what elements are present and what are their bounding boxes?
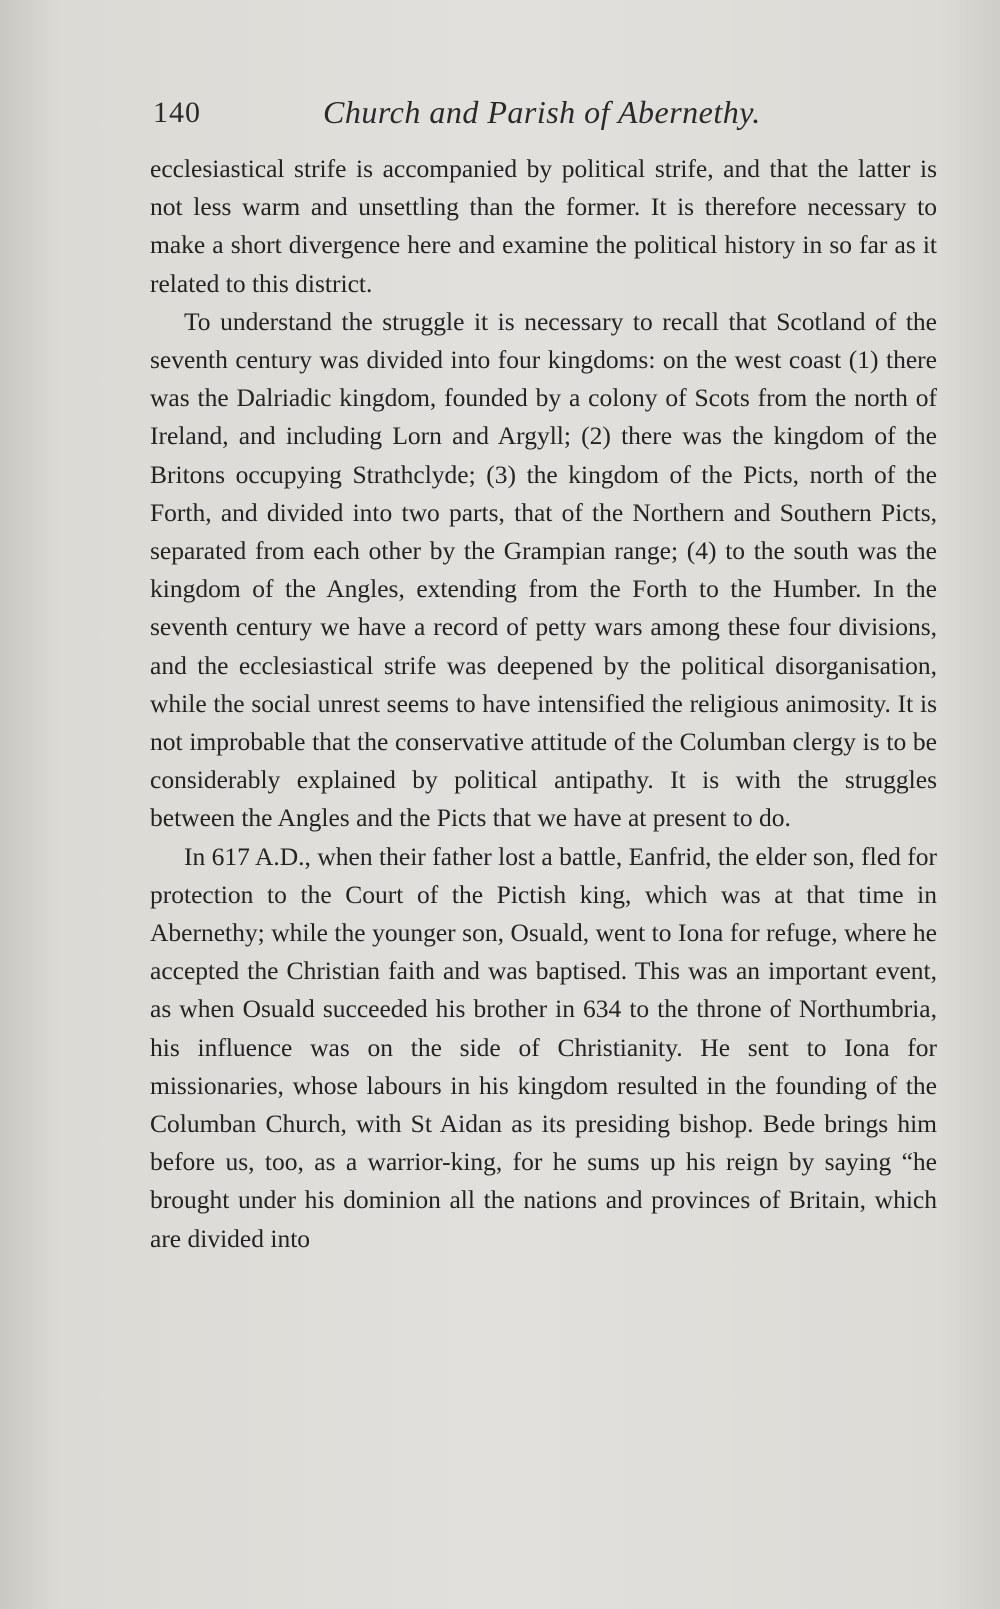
page-header (153, 92, 773, 142)
paragraph: ecclesiastical strife is accompanied by political strife, and that the latter is not less warm and unsettling than the former. It is therefore necessary to make a short divergence here and examine the political history in so far as it related to this district. (150, 154, 937, 298)
paragraph: To understand the struggle it is necessary to recall that Scotland of the seventh century was divided into four kingdoms: on the west coast (1) there was the Dalriadic kingdom, founded by a colony of Scots from the north of Ireland, and including Lorn and Argyll; (2) there was the kingdom of the Britons occupying Strathclyde; (3) the kingdom of the Picts, north of the Forth, and divided into two parts, that of the Northern and Southern Picts, separated from each other by the Grampian range; (4) to the south was the kingdom of the Angles, extending from the Forth to the Humber. In the seventh century we have a record of petty wars among these four divisions, and the ecclesiastical strife was deepened by the political disorganisation, while the social unrest seems to have intensified the religious animosity. It is not improbable that the conservative attitude of the Columban clergy is to be considerably explained by political antipathy. It is with the struggles between the Angles and the Picts that we have at present to do. (150, 306, 937, 833)
page-number: 140 (153, 96, 201, 129)
paragraph: In 617 A.D., when their father lost a battle, Eanfrid, the elder son, fled for protection to the Court of the Pictish king, which was at that time in Abernethy; while the younger son, Osuald, went to Iona for refuge, where he accepted the Christian faith and was baptised. This was an important event, as when Osuald succeeded his brother in 634 to the throne of Northumbria, his influence was on the side of Christianity. He sent to Iona for missionaries, whose labours in his kingdom resulted in the founding of the Columban Church, with St Aidan as its presiding bishop. Bede brings him before us, too, as a warrior-king, for he sums up his reign by saying “he brought under his dominion all the nations and provinces of Britain, which are divided into (150, 841, 937, 1253)
body-text (150, 150, 937, 1258)
running-title: Church and Parish of Abernethy. (323, 94, 761, 130)
